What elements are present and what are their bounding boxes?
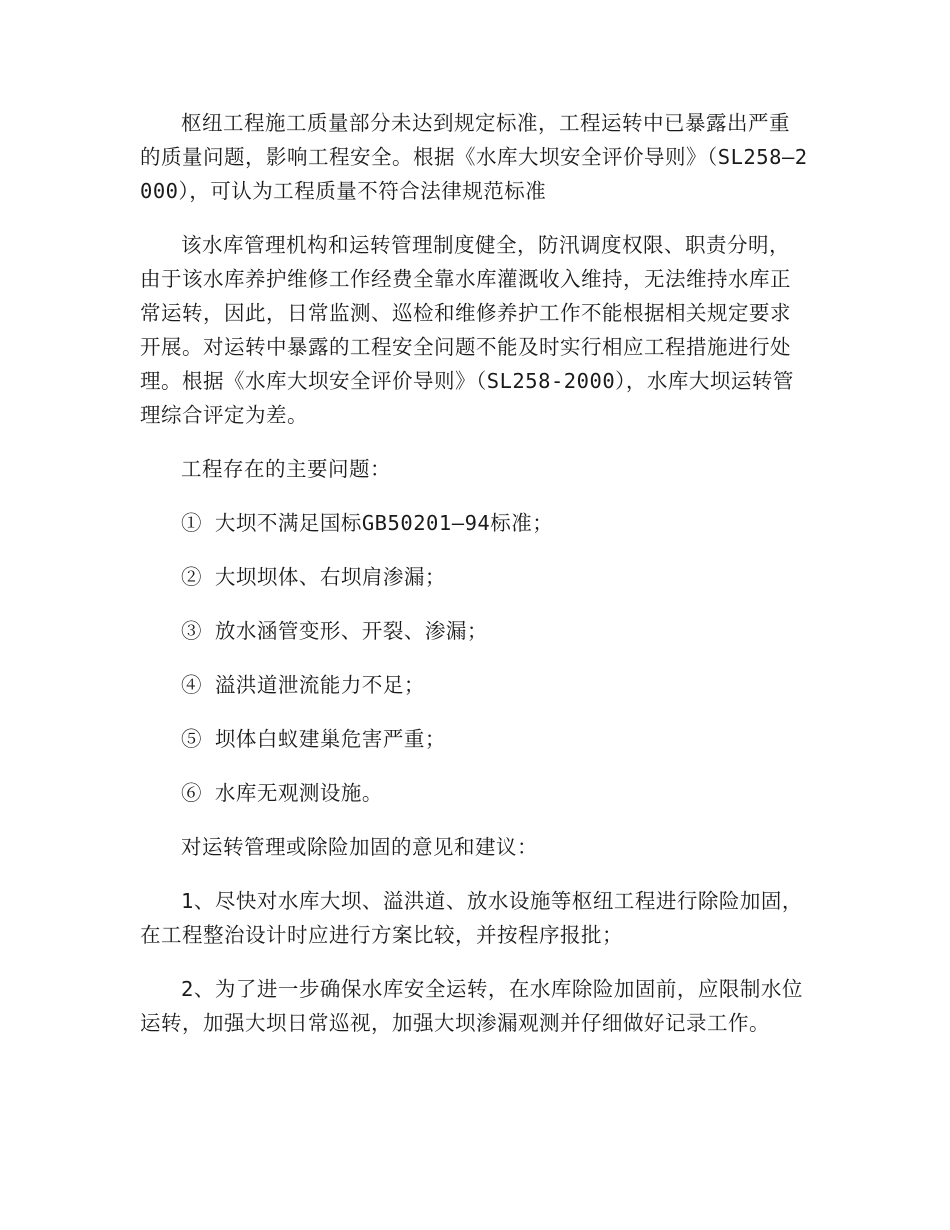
problem-item-4: ④ 溢洪道泄流能力不足； — [181, 673, 425, 697]
problem-item-3: ③ 放水涵管变形、开裂、渗漏； — [181, 619, 488, 643]
problem-item-1: ① 大坝不满足国标GB50201—94标准； — [181, 511, 554, 535]
problem-item-2: ② 大坝坝体、右坝肩渗漏； — [181, 565, 446, 589]
paragraph-main-problems-heading: 工程存在的主要问题： — [181, 457, 391, 481]
paragraph-suggestions-heading: 对运转管理或除险加固的意见和建议： — [181, 835, 538, 859]
problem-item-6: ⑥ 水库无观测设施。 — [181, 781, 383, 805]
document-body — [140, 106, 810, 1060]
suggestion-item-2: 2、为了进一步确保水库安全运转，在水库除险加固前，应限制水位运转，加强大坝日常巡视，加强大坝渗漏观测并仔细做好记录工作。 — [140, 977, 803, 1035]
problem-item-5: ⑤ 坝体白蚁建巢危害严重； — [181, 727, 446, 751]
paragraph-quality-assessment: 枢纽工程施工质量部分未达到规定标准，工程运转中已暴露出严重的质量问题，影响工程安全。根据《水库大坝安全评价导则》（SL258—2000），可认为工程质量不符合法律规范标准 — [140, 111, 808, 203]
paragraph-management-assessment: 该水库管理机构和运转管理制度健全，防汛调度权限、职责分明，由于该水库养护维修工作经费全靠水库灌溉收入维持，无法维持水库正常运转，因此，日常监测、巡检和维修养护工作不能根据相关规定要求开展。对运转中暴露的工程安全问题不能及时实行相应工程措施进行处理。根据《水库大坝安全评价导则》（SL258-2000），水库大坝运转管理综合评定为差。 — [140, 233, 794, 427]
suggestion-item-1: 1、尽快对水库大坝、溢洪道、放水设施等枢纽工程进行除险加固，在工程整治设计时应进行方案比较，并按程序报批； — [140, 889, 803, 947]
